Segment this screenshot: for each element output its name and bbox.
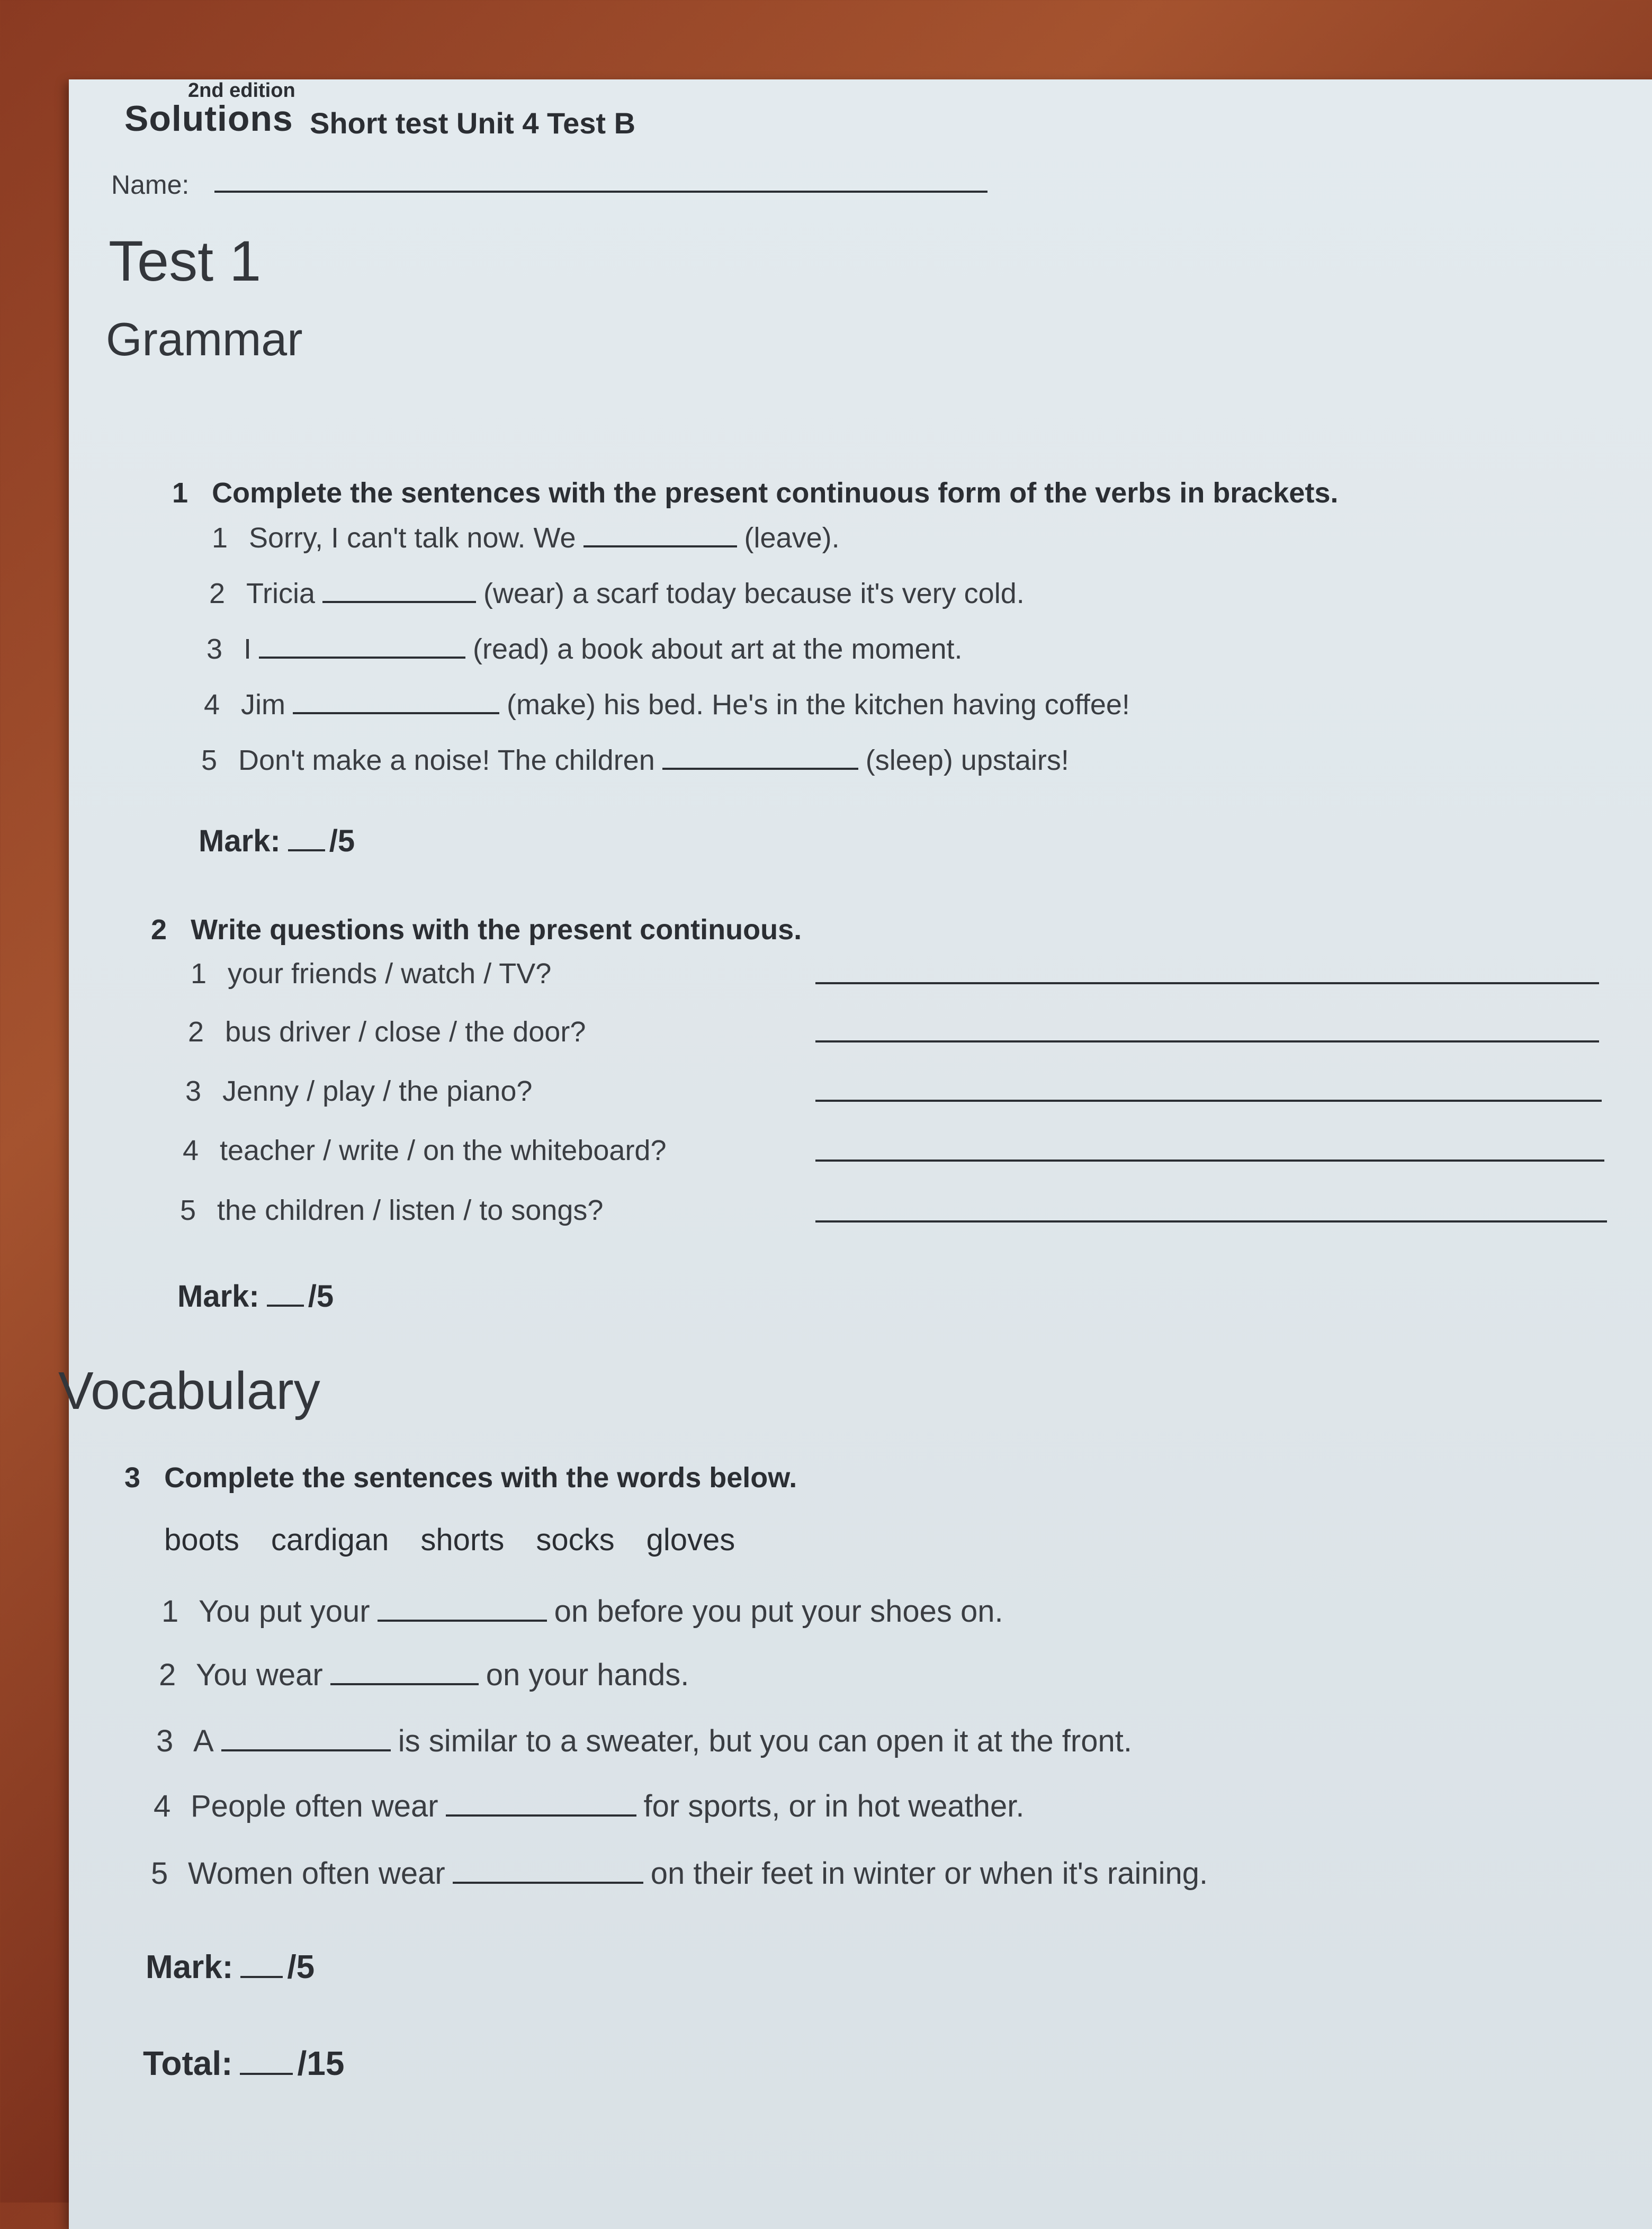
answer-blank[interactable]: [662, 747, 858, 770]
exercise-3-item: 5 Women often wear on their feet in winter or when it's raining.: [151, 1856, 1208, 1891]
exercise-1-item: 1 Sorry, I can't talk now. We (leave).: [212, 522, 840, 554]
word-bank-item: gloves: [646, 1523, 735, 1557]
exercise-2-item: 3 Jenny / play / the piano?: [185, 1075, 533, 1107]
exercise-1-item: 5 Don't make a noise! The children (sleep) upstairs!: [201, 744, 1069, 776]
exercise-3-item: 3 A is similar to a sweater, but you can open it at the front.: [156, 1724, 1132, 1758]
exercise-2-item: 2 bus driver / close / the door?: [188, 1016, 586, 1048]
answer-blank[interactable]: [293, 691, 499, 714]
total-score: Total: /15: [143, 2044, 345, 2082]
exercise-2-item: 4 teacher / write / on the whiteboard?: [183, 1135, 667, 1166]
mark-score: Mark: /5: [199, 824, 355, 858]
instruction-text: Write questions with the present continuous.: [191, 914, 802, 946]
mark-blank[interactable]: [267, 1283, 304, 1307]
grammar-heading: Grammar: [106, 313, 303, 365]
answer-blank[interactable]: [259, 635, 465, 659]
exercise-number: 3: [124, 1462, 141, 1494]
answer-line[interactable]: [815, 1220, 1607, 1223]
exercise-3-instruction: [124, 1461, 797, 1494]
instruction-text: Complete the sentences with the present continuous form of the verbs in brackets.: [212, 477, 1339, 509]
exercise-1-instruction: [172, 477, 1338, 509]
word-bank-item: cardigan: [271, 1523, 389, 1557]
mark-blank[interactable]: [288, 828, 325, 851]
exercise-2-instruction: [151, 913, 802, 946]
exercise-2-item: 1 your friends / watch / TV?: [191, 958, 552, 990]
exercise-1-item: 2 Tricia (wear) a scarf today because it's very cold.: [209, 578, 1025, 609]
answer-line[interactable]: [815, 982, 1599, 984]
answer-line[interactable]: [815, 1100, 1602, 1102]
exercise-3-item: 4 People often wear for sports, or in hot weather.: [154, 1789, 1025, 1823]
exercise-3-item: 2 You wear on your hands.: [159, 1658, 689, 1692]
name-field[interactable]: [214, 191, 987, 193]
answer-blank[interactable]: [322, 580, 476, 603]
test-subtitle: Short test Unit 4 Test B: [310, 106, 636, 140]
exercise-1-item: 4 Jim (make) his bed. He's in the kitchen having coffee!: [204, 689, 1130, 721]
word-bank-item: boots: [164, 1523, 239, 1557]
total-blank[interactable]: [240, 2052, 293, 2075]
answer-blank[interactable]: [446, 1793, 636, 1817]
brand-logo-text: Solutions: [124, 98, 293, 139]
exercise-1-item: 3 I (read) a book about art at the moment.: [206, 633, 963, 665]
instruction-text: Complete the sentences with the words below.: [164, 1462, 797, 1494]
word-bank-item: shorts: [420, 1523, 505, 1557]
answer-line[interactable]: [815, 1040, 1599, 1042]
vocabulary-heading: Vocabulary: [58, 1361, 320, 1421]
exercise-3-item: 1 You put your on before you put your shoes on.: [161, 1594, 1003, 1629]
test-title: Test 1: [109, 229, 262, 293]
answer-blank[interactable]: [378, 1598, 547, 1622]
answer-blank[interactable]: [453, 1861, 643, 1884]
mark-blank[interactable]: [240, 1955, 283, 1978]
mark-score: Mark: /5: [146, 1949, 315, 1985]
answer-blank[interactable]: [221, 1728, 391, 1751]
exercise-number: 1: [172, 477, 188, 509]
name-label: Name:: [111, 170, 190, 200]
word-bank-item: socks: [536, 1523, 615, 1557]
mark-score: Mark: /5: [177, 1279, 334, 1314]
edition-label: 2nd edition: [188, 79, 295, 102]
answer-blank[interactable]: [583, 524, 737, 547]
exercise-number: 2: [151, 914, 167, 946]
exercise-2-item: 5 the children / listen / to songs?: [180, 1194, 604, 1226]
answer-line[interactable]: [815, 1160, 1604, 1162]
answer-blank[interactable]: [330, 1662, 479, 1685]
word-bank: [164, 1522, 767, 1558]
